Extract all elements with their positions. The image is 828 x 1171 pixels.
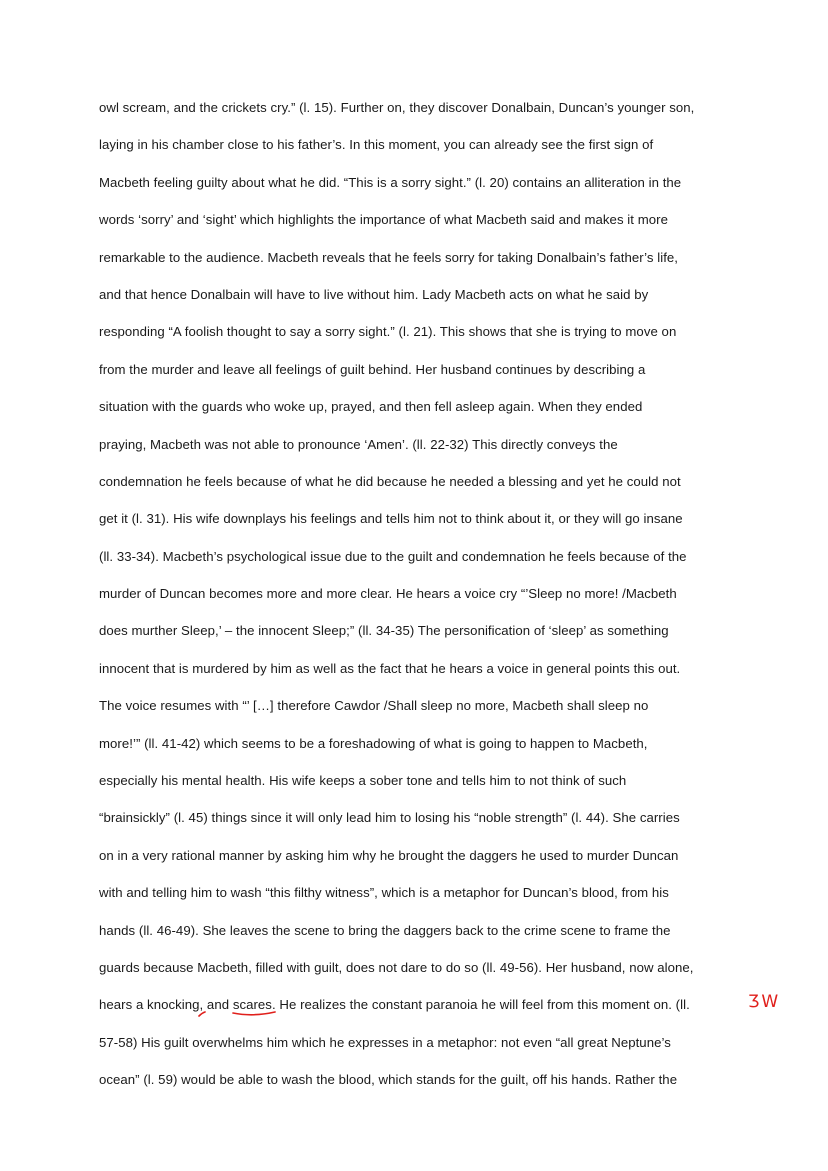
text-line: murder of Duncan becomes more and more clear. He hears a voice cry “’Sleep no more! /Macbeth: [99, 586, 677, 602]
margin-correction-note: ƷW: [748, 992, 781, 1012]
text-line: condemnation he feels because of what he did because he needed a blessing and yet he could not: [99, 473, 681, 489]
text-line: on in a very rational manner by asking him why he brought the daggers he used to murder Duncan: [99, 847, 679, 863]
marked-text-line: [99, 995, 739, 1032]
text-line: especially his mental health. His wife keeps a sober tone and tells him to not think of such: [99, 773, 627, 789]
text-line: with and telling him to wash “this filthy witness”, which is a metaphor for Duncan’s blood, from his: [99, 885, 669, 901]
text-line: does murther Sleep,’ – the innocent Sleep;” (ll. 34-35) The personification of ‘sleep’ as something: [99, 623, 669, 639]
text-line: praying, Macbeth was not able to pronounce ‘Amen’. (ll. 22-32) This directly conveys the: [99, 436, 618, 452]
comma-correction-mark: [200, 995, 204, 1015]
text-line: laying in his chamber close to his father’s. In this moment, you can already see the first sign of: [99, 137, 654, 153]
text-segment: and: [203, 997, 233, 1013]
text-line: innocent that is murdered by him as well as the fact that he hears a voice in general points this out.: [99, 660, 681, 676]
text-line: more!’” (ll. 41-42) which seems to be a foreshadowing of what is going to happen to Macbeth,: [99, 735, 648, 751]
red-tick-mark: [198, 1010, 208, 1018]
text-line: The voice resumes with “’ […] therefore Cawdor /Shall sleep no more, Macbeth shall sleep no: [99, 698, 649, 714]
text-line: get it (l. 31). His wife downplays his feelings and tells him not to think about it, or they will go insane: [99, 511, 683, 527]
text-line: (ll. 33-34). Macbeth’s psychological issue due to the guilt and condemnation he feels because of the: [99, 548, 687, 564]
text-line: “brainsickly” (l. 45) things since it will only lead him to losing his “noble strength” (l. 44). She carries: [99, 810, 680, 826]
text-segment: . He realizes the constant paranoia he will feel from this moment on. (ll.: [271, 997, 690, 1013]
text-line: words ‘sorry’ and ‘sight’ which highlights the importance of what Macbeth said and makes it more: [99, 212, 668, 228]
underlined-word: [233, 995, 272, 1015]
text-line: situation with the guards who woke up, prayed, and then fell asleep again. When they ended: [99, 399, 643, 415]
text-line: remarkable to the audience. Macbeth reveals that he feels sorry for taking Donalbain’s father’s life,: [99, 249, 679, 265]
text-segment: hears a knocking: [99, 997, 200, 1013]
text-line: ocean” (l. 59) would be able to wash the blood, which stands for the guilt, off his hands. Rather the: [99, 1072, 678, 1088]
text-line: and that hence Donalbain will have to live without him. Lady Macbeth acts on what he said by: [99, 286, 649, 302]
text-line: responding “A foolish thought to say a sorry sight.” (l. 21). This shows that she is trying to move on: [99, 324, 677, 340]
text-line: guards because Macbeth, filled with guilt, does not dare to do so (ll. 49-56). Her husband, now alone,: [99, 959, 694, 975]
text-line: 57-58) His guilt overwhelms him which he expresses in a metaphor: not even “all great Neptune’s: [99, 1034, 671, 1050]
marked-comma: ,: [199, 997, 204, 1013]
red-underline-mark: [231, 1010, 277, 1018]
text-line: hands (ll. 46-49). She leaves the scene to bring the daggers back to the crime scene to frame the: [99, 922, 671, 938]
underlined-word-text: scares: [232, 997, 272, 1013]
essay-body: [99, 98, 739, 1108]
text-line: from the murder and leave all feelings of guilt behind. Her husband continues by describing a: [99, 361, 646, 377]
text-line: Macbeth feeling guilty about what he did. “This is a sorry sight.” (l. 20) contains an alliteration in the: [99, 174, 682, 190]
text-line: owl scream, and the crickets cry.” (l. 15). Further on, they discover Donalbain, Duncan’s younger son,: [99, 100, 695, 115]
